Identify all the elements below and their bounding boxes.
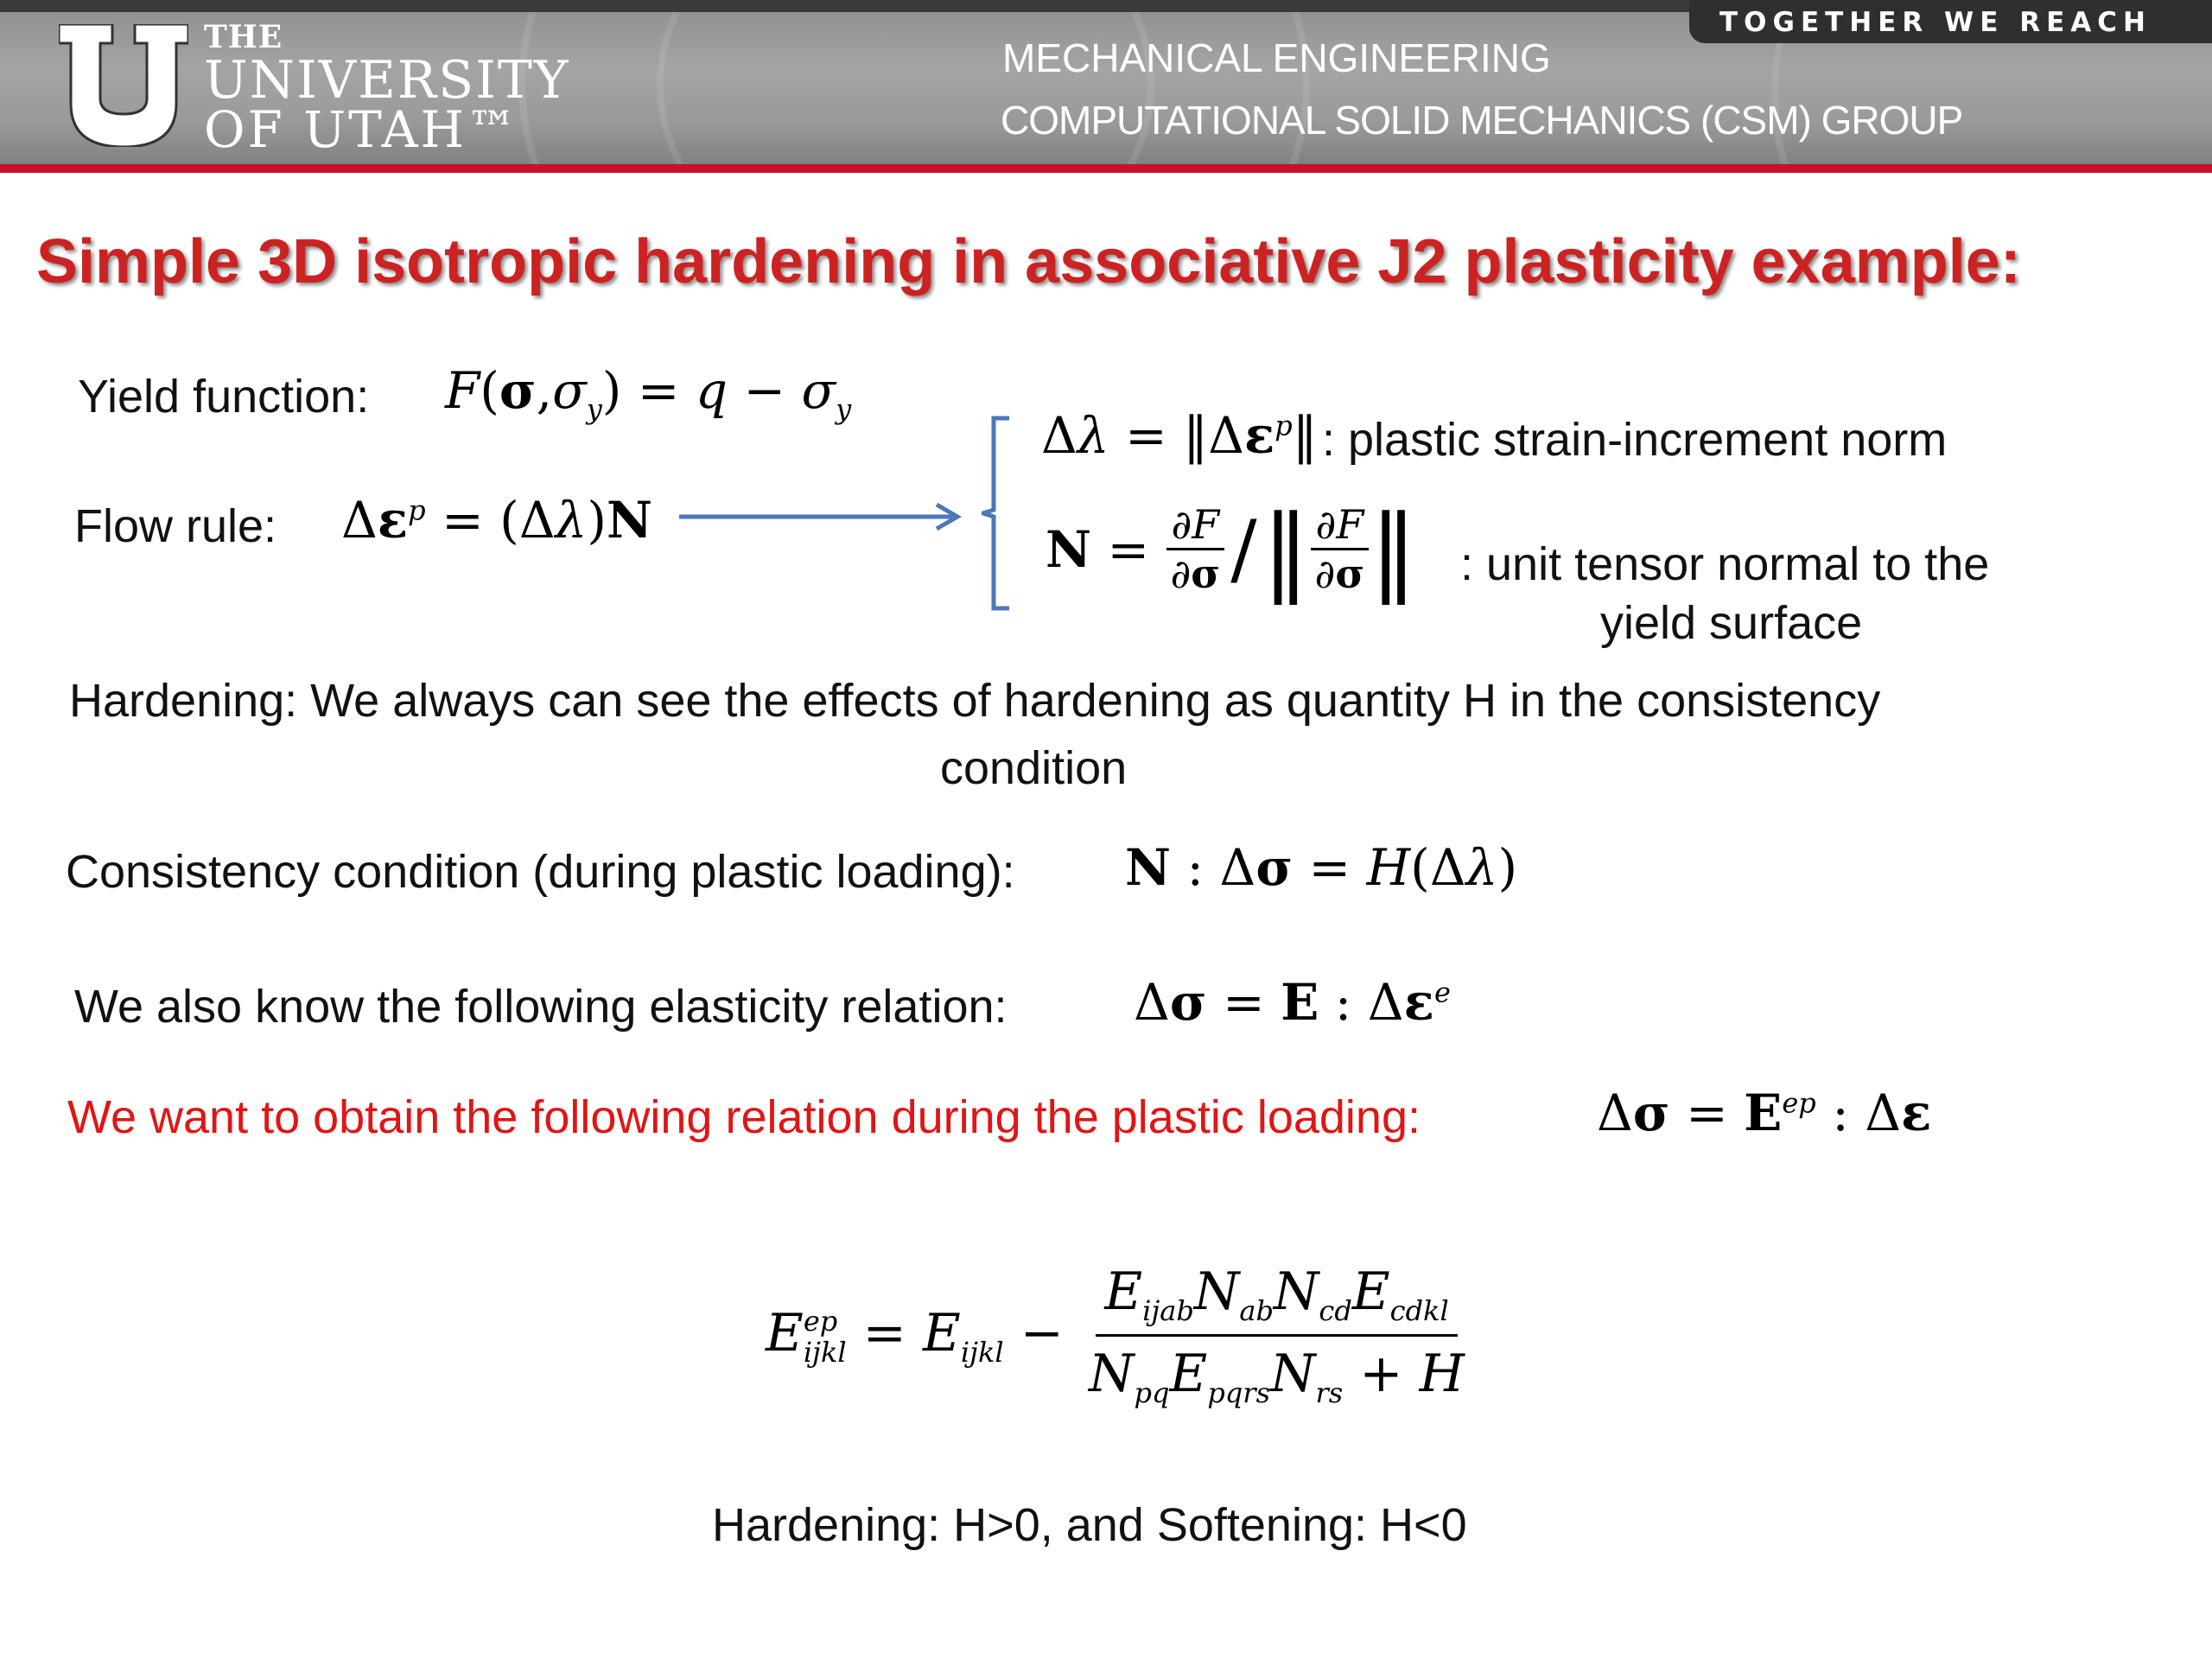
goal-relation-equation: $\Delta\sigma = E^{ep}$ : Δε xyxy=(1597,1084,1932,1142)
elasticity-relation-label: We also know the following elasticity relation: xyxy=(74,981,1007,1033)
flow-rule-label: Flow rule: xyxy=(74,500,277,552)
logo-the-text: THE xyxy=(204,19,283,55)
strain-increment-norm-equation: $\Delta\lambda = ‖\Delta\varepsilon^p‖$ xyxy=(1041,406,1318,465)
slide-title: Simple 3D isotropic hardening in associative J2 plasticity example: xyxy=(36,227,2021,296)
header-banner xyxy=(0,0,2212,173)
motto-text: TOGETHER WE REACH xyxy=(1719,7,2152,38)
hardening-softening-note: Hardening: H>0, and Softening: H<0 xyxy=(712,1499,1467,1551)
curly-brace-icon xyxy=(982,415,1025,612)
strain-increment-norm-description: : plastic strain-increment norm xyxy=(1322,414,1948,466)
seal-watermark-inner xyxy=(657,0,1154,173)
yield-function-equation: $F(\sigma,\sigma_y) = q - \sigma_y$ xyxy=(445,361,852,426)
elastoplastic-tangent-equation: E ep ijkl = $E_{ijkl}$ − $E_{ijab}N_{ab}N_{cd}E_{cdkl}$ $N_{pq}E_{pqrs}N_{rs} + H$ xyxy=(766,1262,1465,1409)
yield-function-label: Yield function: xyxy=(78,371,370,423)
unit-normal-equation: N = ∂F ∂σ / ‖ ∂F ∂σ ‖ xyxy=(1046,493,1418,605)
flow-arrow-icon xyxy=(679,499,964,534)
department-name: MECHANICAL ENGINEERING xyxy=(1002,35,1551,80)
hardening-explanation-line1: Hardening: We always can see the effects of hardening as quantity H in the consistency xyxy=(69,675,1881,727)
elasticity-relation-equation: Δσ = E : $\Delta\varepsilon^e$ xyxy=(1134,973,1451,1032)
unit-normal-description-line1: : unit tensor normal to the xyxy=(1460,538,1990,590)
banner-red-line xyxy=(0,164,2212,173)
unit-normal-description-line2: yield surface xyxy=(1600,597,1863,649)
group-name: COMPUTATIONAL SOLID MECHANICS (CSM) GROUP xyxy=(1001,98,1963,143)
consistency-condition-label: Consistency condition (during plastic loading): xyxy=(66,846,1015,898)
hardening-explanation-line2: condition xyxy=(940,742,1128,794)
consistency-condition-equation: N : Δσ = H(Δλ) xyxy=(1125,838,1518,897)
goal-statement-label: We want to obtain the following relation during the plastic loading: xyxy=(67,1091,1421,1143)
university-u-logo-icon xyxy=(59,24,188,147)
logo-university-text: UNIVERSITY xyxy=(204,50,570,111)
logo-of-utah-text: OF UTAH™ xyxy=(204,100,520,159)
flow-rule-equation: $\Delta\varepsilon^p = (\Delta\lambda)N$ xyxy=(341,491,653,550)
